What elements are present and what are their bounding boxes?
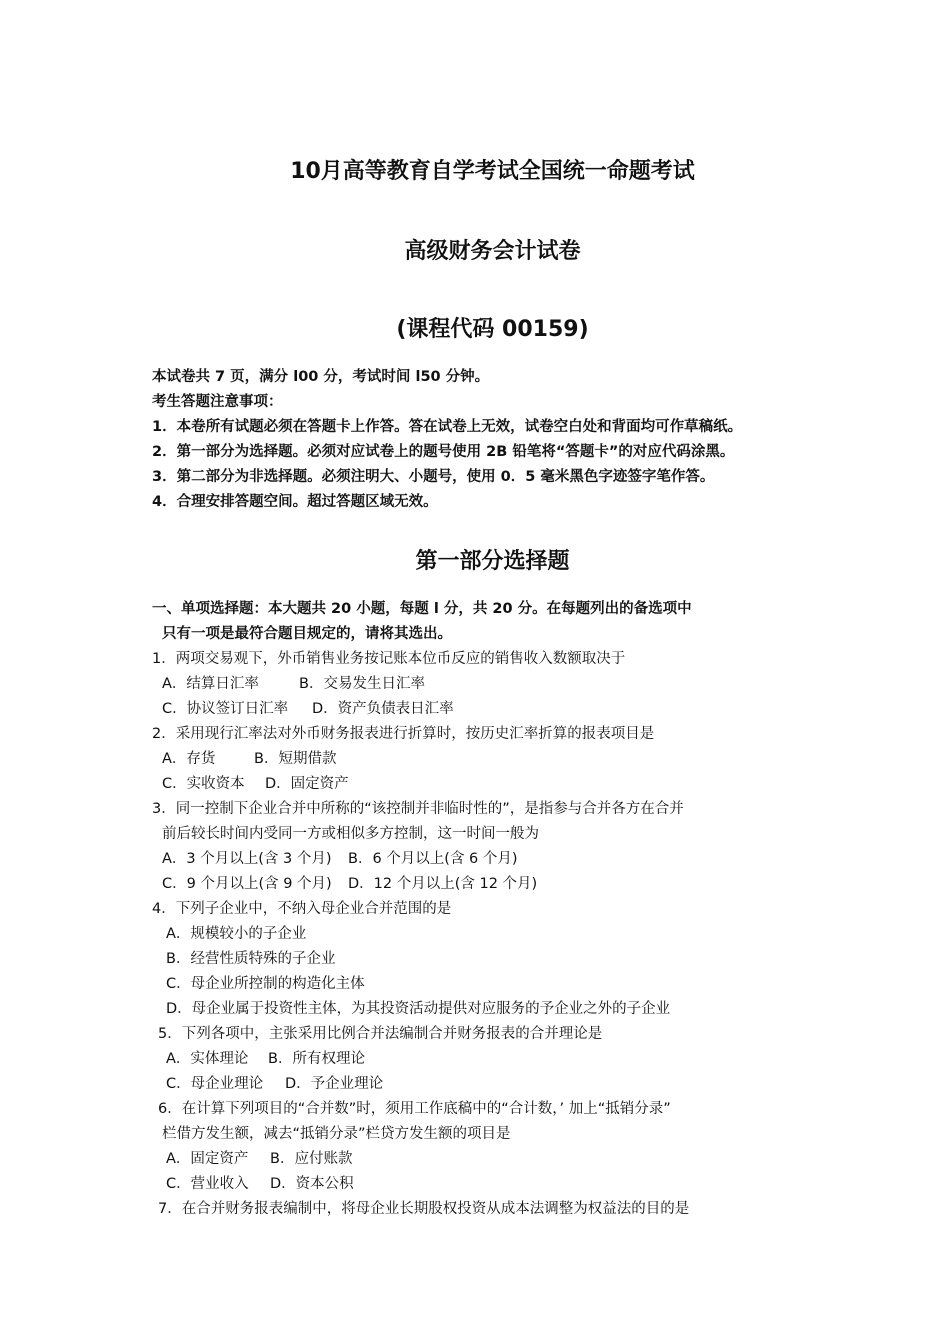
option-c: C．9 个月以上(含 9 个月) (162, 876, 332, 892)
note-item: 1．本卷所有试题必须在答题卡上作答。答在试卷上无效，试卷空白处和背面均可作草稿纸。 (152, 419, 743, 435)
question-stem: 2．采用现行汇率法对外币财务报表进行折算时，按历史汇率折算的报表项目是 (152, 726, 655, 742)
section-heading: 一、单项选择题：本大题共 20 小题，每题 l 分，共 20 分。在每题列出的备选项中 (152, 601, 692, 617)
option-c: C．母企业所控制的构造化主体 (166, 976, 365, 992)
option-a: A．结算日汇率 (162, 676, 259, 692)
course-code: (课程代码 00159) (396, 317, 589, 342)
question-stem-cont: 栏借方发生额，减去“抵销分录”栏贷方发生额的项目是 (162, 1126, 511, 1142)
option-a: A．实体理论 (166, 1051, 249, 1067)
part-heading: 第一部分选择题 (415, 549, 570, 574)
question-stem: 1．两项交易观下，外币销售业务按记账本位币反应的销售收入数额取决于 (152, 651, 626, 667)
notes-heading: 考生答题注意事项： (152, 394, 283, 410)
option-b: B．经营性质特殊的子企业 (166, 951, 336, 967)
option-a: A．规模较小的子企业 (166, 926, 307, 942)
option-d: D．予企业理论 (285, 1076, 384, 1092)
option-c: C．协议签订日汇率 (162, 701, 289, 717)
question-stem: 6．在计算下列项目的“合并数”时，须用工作底稿中的“合计数，’ 加上“抵销分录” (158, 1101, 671, 1117)
paper-title: 高级财务会计试卷 (404, 239, 581, 264)
option-a: A．3 个月以上(含 3 个月) (162, 851, 332, 867)
note-item: 4．合理安排答题空间。超过答题区域无效。 (152, 494, 438, 510)
note-item: 3．第二部分为非选择题。必须注明大、小题号，使用 0．5 毫米黑色字迹签字笔作答。 (152, 469, 715, 485)
option-b: B．所有权理论 (268, 1051, 365, 1067)
option-d: D．资本公积 (270, 1176, 354, 1192)
exam-title: 10月高等教育自学考试全国统一命题考试 (290, 159, 695, 184)
question-stem: 4．下列子企业中，不纳入母企业合并范围的是 (152, 901, 452, 917)
option-d: D．资产负债表日汇率 (312, 701, 454, 717)
exam-summary: 本试卷共 7 页，满分 l00 分，考试时间 l50 分钟。 (152, 369, 490, 385)
question-stem: 7．在合并财务报表编制中，将母企业长期股权投资从成本法调整为权益法的目的是 (158, 1201, 690, 1217)
option-c: C．营业收入 (166, 1176, 249, 1192)
option-b: B．交易发生日汇率 (299, 676, 425, 692)
option-d: D．固定资产 (265, 776, 349, 792)
option-c: C．母企业理论 (166, 1076, 264, 1092)
question-stem-cont: 前后较长时间内受同一方或相似多方控制，这一时间一般为 (162, 826, 539, 842)
question-stem: 3．同一控制下企业合并中所称的“该控制并非临时性的”，是指参与合并各方在合并 (152, 801, 684, 817)
option-b: B．应付账款 (270, 1151, 353, 1167)
option-d: D．母企业属于投资性主体，为其投资活动提供对应服务的予企业之外的子企业 (166, 1001, 671, 1017)
option-a: A．固定资产 (166, 1151, 249, 1167)
option-b: B．6 个月以上(含 6 个月) (348, 851, 518, 867)
note-item: 2．第一部分为选择题。必须对应试卷上的题号使用 2B 铅笔将“答题卡”的对应代码涂黑。 (152, 444, 735, 460)
question-stem: 5．下列各项中，主张采用比例合并法编制合并财务报表的合并理论是 (158, 1026, 603, 1042)
section-heading-cont: 只有一项是最符合题目规定的，请将其选出。 (162, 626, 452, 642)
option-d: D．12 个月以上(含 12 个月) (348, 876, 538, 892)
option-c: C．实收资本 (162, 776, 245, 792)
option-a: A．存货 (162, 751, 216, 767)
option-b: B．短期借款 (254, 751, 337, 767)
